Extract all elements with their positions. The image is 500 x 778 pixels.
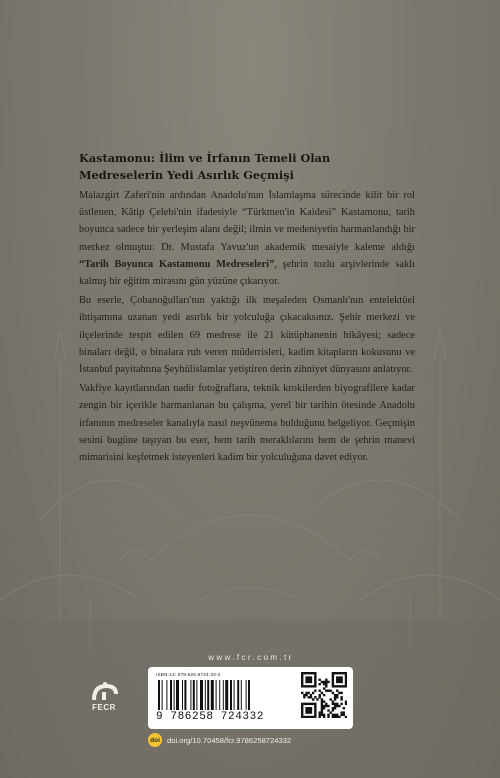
- qr-module: [334, 685, 336, 687]
- qr-module: [340, 685, 342, 687]
- qr-module: [310, 696, 312, 698]
- qr-module: [343, 714, 345, 716]
- qr-module: [334, 714, 336, 716]
- barcode-bar: [170, 680, 172, 710]
- doi-row: [148, 733, 291, 747]
- qr-module: [308, 672, 310, 674]
- qr-module: [332, 700, 334, 702]
- qr-module: [334, 672, 336, 674]
- qr-module: [340, 692, 342, 694]
- qr-module: [338, 676, 340, 678]
- qr-module: [301, 716, 303, 718]
- qr-module: [338, 692, 340, 694]
- qr-module: [340, 676, 342, 678]
- qr-module: [308, 681, 310, 683]
- qr-module: [303, 716, 305, 718]
- qr-module: [303, 685, 305, 687]
- qr-module: [332, 703, 334, 705]
- qr-module: [345, 685, 347, 687]
- qr-module: [334, 703, 336, 705]
- qr-module: [310, 711, 312, 713]
- qr-module: [314, 703, 316, 705]
- qr-module: [312, 698, 314, 700]
- publisher-website: www.fcr.com.tr: [208, 653, 294, 662]
- qr-module: [327, 705, 329, 707]
- qr-module: [345, 683, 347, 685]
- qr-module: [323, 705, 325, 707]
- qr-module: [336, 685, 338, 687]
- qr-module: [314, 676, 316, 678]
- qr-module: [308, 685, 310, 687]
- qr-module: [305, 679, 307, 681]
- isbn-label: ISBN-13: 978-625-6724-33-2: [156, 672, 221, 677]
- paragraph-1-segment: Malazgirt Zaferi'nin ardından Anadolu'nun İslamlaşma sürecinde kilit bir rol üstlenen, Kâtip Çelebi'nin ifadesiyle “Türkmen'in Kaidesi” Kastamonu, tarih boyunca sadece bir yerleşim alanı değil; ilmin ve medeniyetin harmanlandığı bir merkez olmuştur. Dr. Mustafa Yavuz'un akademik mesaiyle kaleme aldığı: [79, 190, 415, 253]
- qr-module: [305, 709, 307, 711]
- qr-module: [308, 709, 310, 711]
- qr-module: [327, 716, 329, 718]
- qr-module: [340, 711, 342, 713]
- qr-module: [340, 714, 342, 716]
- barcode-bar: [182, 680, 183, 710]
- qr-module: [305, 681, 307, 683]
- qr-module: [345, 703, 347, 705]
- qr-module: [340, 698, 342, 700]
- qr-module: [334, 696, 336, 698]
- qr-module: [340, 672, 342, 674]
- barcode-bar: [166, 680, 167, 710]
- qr-module: [336, 696, 338, 698]
- qr-module: [321, 707, 323, 709]
- qr-module: [301, 707, 303, 709]
- qr-module: [332, 707, 334, 709]
- qr-module: [303, 694, 305, 696]
- qr-module: [319, 716, 321, 718]
- qr-module: [321, 692, 323, 694]
- qr-module: [334, 705, 336, 707]
- paragraph-2: Bu eserle, Çobanoğulları'nın yaktığı ilk meşaleden Osmanlı'nın entelektüel ihtişamına uzanan yedi asırlık bir yolculuğa çıkacaksınız. Şehir merkezi ve ilçelerinde tespit edilen 69 medrese ile 21 kütüphanenin hikâyesi; sadece binaları değil, o binalara ruh veren müderrisleri, kadim kitapların kokusunu ve İstanbul payitahtına Şeyhülislamlar yetiştiren derin zihniyet dünyasını anlatıyor.: [79, 295, 415, 376]
- qr-module: [340, 681, 342, 683]
- barcode-bar: [237, 680, 239, 710]
- qr-module: [305, 716, 307, 718]
- barcode-bar: [223, 680, 224, 710]
- qr-module: [310, 707, 312, 709]
- qr-module: [336, 705, 338, 707]
- qr-module: [314, 674, 316, 676]
- qr-module: [338, 672, 340, 674]
- qr-module: [314, 711, 316, 713]
- qr-module: [321, 714, 323, 716]
- barcode-bar: [205, 680, 206, 710]
- isbn-number: 9 786258 724332: [156, 711, 265, 723]
- qr-module: [301, 676, 303, 678]
- qr-module: [336, 676, 338, 678]
- qr-module: [314, 685, 316, 687]
- qr-module: [325, 705, 327, 707]
- qr-module: [336, 679, 338, 681]
- qr-module: [319, 679, 321, 681]
- qr-module: [308, 703, 310, 705]
- qr-module: [314, 716, 316, 718]
- publisher-logo-label: FECR: [92, 703, 116, 712]
- qr-module: [301, 709, 303, 711]
- qr-module: [327, 709, 329, 711]
- qr-module: [345, 672, 347, 674]
- qr-module: [336, 672, 338, 674]
- qr-module: [314, 696, 316, 698]
- qr-module: [301, 711, 303, 713]
- qr-module: [334, 716, 336, 718]
- qr-module: [319, 696, 321, 698]
- qr-module: [321, 681, 323, 683]
- qr-module: [332, 674, 334, 676]
- barcode-bar: [190, 680, 191, 710]
- qr-module: [321, 709, 323, 711]
- barcode-bar: [248, 680, 250, 710]
- barcode-bar: [162, 680, 163, 710]
- qr-module: [305, 685, 307, 687]
- qr-module: [310, 672, 312, 674]
- qr-module: [332, 681, 334, 683]
- qr-module: [327, 714, 329, 716]
- qr-module: [301, 685, 303, 687]
- qr-module: [336, 694, 338, 696]
- qr-module: [310, 709, 312, 711]
- qr-module: [321, 705, 323, 707]
- qr-module: [336, 714, 338, 716]
- qr-module: [332, 676, 334, 678]
- qr-module: [325, 679, 327, 681]
- qr-module: [308, 707, 310, 709]
- qr-module: [334, 698, 336, 700]
- qr-module: [343, 711, 345, 713]
- qr-module: [310, 694, 312, 696]
- qr-module: [323, 716, 325, 718]
- qr-module: [303, 696, 305, 698]
- qr-module: [314, 679, 316, 681]
- qr-module: [345, 674, 347, 676]
- qr-module: [308, 679, 310, 681]
- qr-module: [332, 679, 334, 681]
- qr-module: [310, 703, 312, 705]
- qr-module: [334, 707, 336, 709]
- qr-module: [343, 685, 345, 687]
- qr-module: [336, 703, 338, 705]
- qr-module: [325, 681, 327, 683]
- qr-module: [321, 711, 323, 713]
- qr-module: [323, 681, 325, 683]
- qr-module: [301, 714, 303, 716]
- qr-module: [340, 679, 342, 681]
- barcode-bar: [219, 680, 220, 710]
- qr-module: [345, 716, 347, 718]
- barcode-bar: [241, 680, 242, 710]
- qr-module: [327, 681, 329, 683]
- qr-module: [308, 711, 310, 713]
- qr-module: [310, 716, 312, 718]
- qr-module: [345, 681, 347, 683]
- qr-module: [325, 703, 327, 705]
- qr-module: [314, 683, 316, 685]
- qr-module: [332, 716, 334, 718]
- barcode-icon: [156, 680, 291, 710]
- qr-module: [329, 698, 331, 700]
- qr-module: [327, 690, 329, 692]
- qr-module: [345, 679, 347, 681]
- qr-module: [325, 685, 327, 687]
- qr-module: [323, 700, 325, 702]
- barcode-bar: [211, 680, 214, 710]
- qr-module: [319, 683, 321, 685]
- barcode-bar: [176, 680, 179, 710]
- barcode-bar: [184, 680, 186, 710]
- qr-module: [303, 672, 305, 674]
- qr-module: [301, 705, 303, 707]
- qr-module: [312, 716, 314, 718]
- qr-module: [332, 692, 334, 694]
- qr-module: [319, 690, 321, 692]
- qr-module: [314, 705, 316, 707]
- qr-module: [345, 676, 347, 678]
- qr-module: [336, 690, 338, 692]
- qr-module: [308, 676, 310, 678]
- paragraph-1-segment: , şehrin tozlu arşivlerinde saklı kalmış bir eğitim mirasını gün yüzüne çıkarıyor.: [79, 258, 415, 288]
- qr-module: [323, 707, 325, 709]
- qr-module: [310, 685, 312, 687]
- qr-module: [305, 703, 307, 705]
- qr-module: [332, 685, 334, 687]
- qr-module: [334, 694, 336, 696]
- qr-module: [305, 707, 307, 709]
- barcode-bar: [200, 680, 203, 710]
- barcode-bar: [230, 680, 232, 710]
- qr-module: [321, 703, 323, 705]
- qr-module: [338, 716, 340, 718]
- qr-module: [332, 714, 334, 716]
- qr-module: [305, 711, 307, 713]
- qr-module: [308, 716, 310, 718]
- qr-module: [323, 714, 325, 716]
- book-name-bold: “Tarih Boyunca Kastamonu Medreseleri”: [79, 258, 275, 270]
- qr-module: [301, 692, 303, 694]
- qr-module: [325, 690, 327, 692]
- qr-module: [303, 703, 305, 705]
- qr-module: [301, 683, 303, 685]
- qr-module: [314, 690, 316, 692]
- qr-module: [338, 681, 340, 683]
- qr-module: [305, 694, 307, 696]
- qr-module: [321, 698, 323, 700]
- qr-module: [301, 679, 303, 681]
- qr-module: [314, 714, 316, 716]
- qr-module: [336, 716, 338, 718]
- qr-module: [343, 672, 345, 674]
- qr-module: [312, 685, 314, 687]
- qr-module: [323, 687, 325, 689]
- qr-module: [312, 703, 314, 705]
- qr-module: [305, 676, 307, 678]
- qr-module: [332, 709, 334, 711]
- qr-module: [338, 679, 340, 681]
- barcode-bar: [225, 680, 228, 710]
- qr-module: [340, 696, 342, 698]
- qr-module: [319, 711, 321, 713]
- barcode-bar: [234, 680, 235, 710]
- qr-module: [314, 707, 316, 709]
- qr-module: [338, 685, 340, 687]
- qr-module: [301, 703, 303, 705]
- paragraph-3: Vakfiye kayıtlarından nadir fotoğraflara, teknik krokilerden biyografilere kadar zengin bir içerikle harmanlanan bu çalışma, yerel bir tarihin ötesinde Anadolu irfanının medreseler kanalıyla nasıl neşvünema bulduğunu belgeliyor. Geçmişin sesini bugüne taşıyan bu eser, hem tarih meraklılarını hem de şehrin manevi mimarisini keşfetmek isteyenleri kadim bir yolculuğuna davet ediyor.: [79, 383, 415, 464]
- paragraph-1: [79, 187, 415, 290]
- qr-module: [301, 681, 303, 683]
- qr-module: [332, 683, 334, 685]
- book-title: Kastamonu: İlim ve İrfanın Temeli Olan Medreselerin Yedi Asırlık Geçmişi: [79, 151, 331, 182]
- qr-module: [332, 672, 334, 674]
- barcode-bar: [158, 680, 160, 710]
- barcode-bar: [246, 680, 247, 710]
- back-cover-text: [79, 150, 415, 468]
- qr-module: [310, 679, 312, 681]
- qr-module: [343, 707, 345, 709]
- qr-module: [323, 694, 325, 696]
- qr-module: [301, 672, 303, 674]
- doi-link[interactable]: doi.org/10.70458/fcr.9786258724332: [167, 735, 292, 745]
- qr-module: [325, 683, 327, 685]
- qr-module: [310, 681, 312, 683]
- qr-module: [338, 705, 340, 707]
- qr-module: [308, 696, 310, 698]
- qr-module: [345, 700, 347, 702]
- qr-module: [329, 711, 331, 713]
- barcode-bar: [207, 680, 209, 710]
- qr-module: [321, 700, 323, 702]
- qr-module: [314, 681, 316, 683]
- qr-module: [312, 672, 314, 674]
- qr-module: [319, 714, 321, 716]
- qr-module: [301, 674, 303, 676]
- doi-badge-icon: doi: [148, 733, 162, 747]
- qr-module: [305, 692, 307, 694]
- qr-module: [319, 694, 321, 696]
- qr-module: [305, 672, 307, 674]
- qr-module: [314, 672, 316, 674]
- qr-code-icon: [301, 672, 347, 718]
- barcode-bar: [196, 680, 197, 710]
- barcode-bar: [193, 680, 195, 710]
- qr-module: [314, 709, 316, 711]
- qr-module: [329, 690, 331, 692]
- qr-module: [316, 698, 318, 700]
- qr-module: [323, 683, 325, 685]
- qr-module: [312, 692, 314, 694]
- qr-module: [308, 692, 310, 694]
- barcode-bar: [216, 680, 217, 710]
- qr-module: [340, 703, 342, 705]
- qr-module: [310, 676, 312, 678]
- qr-module: [336, 681, 338, 683]
- barcode-bar: [174, 680, 175, 710]
